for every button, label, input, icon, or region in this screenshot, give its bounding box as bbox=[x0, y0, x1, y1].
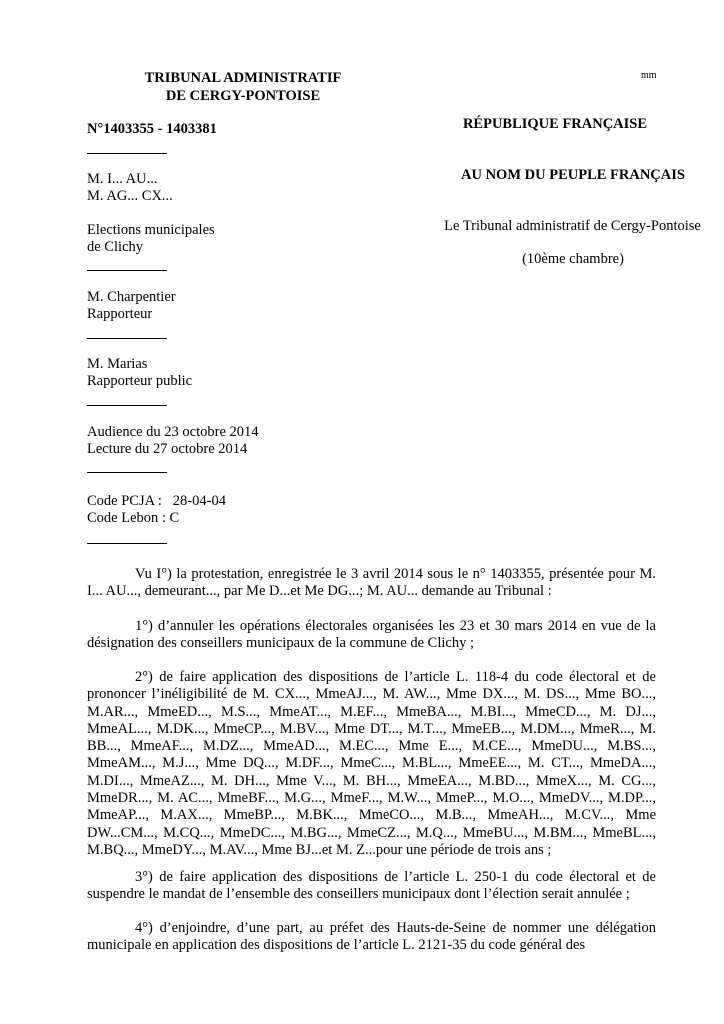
audience-date: Audience du 23 octobre 2014 bbox=[87, 424, 259, 440]
tribunal-line-2: DE CERGY-PONTOISE bbox=[165, 88, 321, 104]
au-nom-du-peuple: AU NOM DU PEUPLE FRANÇAIS bbox=[461, 167, 685, 183]
tribunal-name bbox=[120, 69, 366, 105]
paragraph-3: 3°) de faire application des dispositions de l’article L. 250-1 du code électoral et de suspendre le mandat de l’ensemble des conseillers municipaux dont l’élection serait annulée ; bbox=[87, 869, 656, 903]
separator bbox=[87, 543, 167, 544]
rapporteur-name: M. Charpentier bbox=[87, 289, 176, 305]
code-pcja: Code PCJA : 28-04-04 bbox=[87, 493, 226, 509]
subject-line-1: Elections municipales bbox=[87, 222, 215, 238]
party-2: M. AG... CX... bbox=[87, 188, 173, 204]
separator bbox=[87, 338, 167, 339]
chamber: (10ème chambre) bbox=[522, 251, 624, 267]
paragraph-1: 1°) d’annuler les opérations électorales organisées les 23 et 30 mars 2014 en vue de la désignation des conseillers municipaux de la commune de Clichy ; bbox=[87, 618, 656, 652]
initials: mm bbox=[641, 70, 657, 81]
subject-line-2: de Clichy bbox=[87, 239, 143, 255]
code-lebon: Code Lebon : C bbox=[87, 510, 180, 526]
case-numbers: N°1403355 - 1403381 bbox=[87, 121, 217, 137]
separator bbox=[87, 405, 167, 406]
lecture-date: Lecture du 27 octobre 2014 bbox=[87, 441, 248, 457]
rapporteur-public-role: Rapporteur public bbox=[87, 373, 193, 389]
republique-francaise: RÉPUBLIQUE FRANÇAISE bbox=[462, 116, 648, 132]
paragraph-vu: Vu I°) la protestation, enregistrée le 3 avril 2014 sous le n° 1403355, présentée pour M. I... AU..., demeurant..., par Me D...et Me DG...; M. AU... demande au Tribunal : bbox=[87, 566, 656, 600]
court-name: Le Tribunal administratif de Cergy-Pontoise bbox=[444, 218, 701, 234]
tribunal-line-1: TRIBUNAL ADMINISTRATIF bbox=[144, 70, 342, 86]
separator bbox=[87, 472, 167, 473]
paragraph-4: 4°) d’enjoindre, d’une part, au préfet des Hauts-de-Seine de nommer une délégation municipale en application des dispositions de l’article L. 2121-35 du code général des bbox=[87, 920, 656, 954]
party-1: M. I... AU... bbox=[87, 171, 158, 187]
separator bbox=[87, 153, 167, 154]
rapporteur-role: Rapporteur bbox=[87, 306, 153, 322]
rapporteur-public-name: M. Marias bbox=[87, 356, 148, 372]
separator bbox=[87, 270, 167, 271]
paragraph-2: 2°) de faire application des dispositions de l’article L. 118-4 du code électoral et de prononcer l’inéligibilité de M. CX..., MmeAJ..., M. AW..., Mme DX..., M. DS..., Mme BO..., M.AR..., MmeED..., M.S..., MmeAT..., M.EF..., MmeBA..., M.BI..., MmeCD..., M. DJ..., MmeAL..., M.DK..., MmeCP..., M.BV..., Mme DT..., M.T..., MmeEB..., M.DM..., MmeR..., M. BB..., MmeAF..., M.DZ..., MmeAD..., M.EC..., Mme E..., M.CE..., MmeDU..., M.BS..., MmeAM..., M.J..., Mme DQ..., M.DF..., MmeC..., M.BL..., MmeEE..., M. CT..., MmeDA..., M.DI..., MmeAZ..., M. DH..., Mme V..., M. BH..., MmeEA..., M.BD..., MmeX..., M. CG..., MmeDR..., M. AC..., MmeBF..., M.G..., MmeF..., M.W..., MmeP..., M.O..., MmeDV..., M.DP..., MmeAP..., M.AX..., MmeBP..., M.BK..., MmeCO..., M.B..., MmeAH..., M.CV..., Mme DW...CM..., M.CQ..., MmeDC..., M.BG..., MmeCZ..., M.Q..., MmeBU..., M.BM..., MmeBL..., M.BQ..., MmeDY..., M.AV..., Mme BJ...et M. Z...pour une période de trois ans ; bbox=[87, 669, 656, 858]
